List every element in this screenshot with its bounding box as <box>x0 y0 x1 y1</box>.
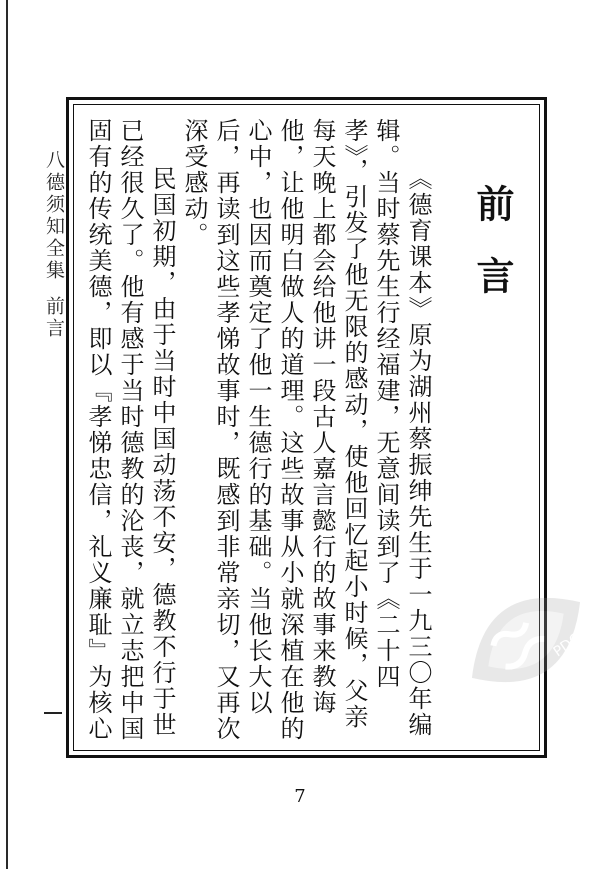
page-number: 7 <box>294 786 306 807</box>
binding-edge-line <box>6 0 8 869</box>
watermark-text: PDG <box>550 629 585 661</box>
page-title: 前言 <box>470 184 515 328</box>
running-head <box>42 150 66 340</box>
running-head-book-title: 八德须知全集 <box>43 150 65 282</box>
watermark-stamp <box>446 560 600 720</box>
margin-tick-mark <box>44 712 62 714</box>
paragraph-1: 《德育课本》原为湖州蔡振绅先生于一九三〇年编辑。当时蔡先生行经福建，无意间读到了《二十四孝》，引发了他无限的感动，使他回忆起小时候，父亲每天晚上都会给他讲一段古人嘉言懿行的故事来教诲他，让他明白做人的道理。这些故事从小就深植在他的心中，也因而奠定了他一生德行的基础。当他长大以后，再读到这些孝悌故事时，既感到非常亲切，又再次深受感动。 <box>180 118 432 742</box>
running-head-section: 前言 <box>43 296 65 340</box>
paragraph-2: 民国初期，由于当时中国动荡不安，德教不行于世已经很久了。他有感于当时德教的沦丧，就立志把中国固有的传统美德，即以『孝悌忠信，礼义廉耻』为核心 <box>84 118 176 742</box>
